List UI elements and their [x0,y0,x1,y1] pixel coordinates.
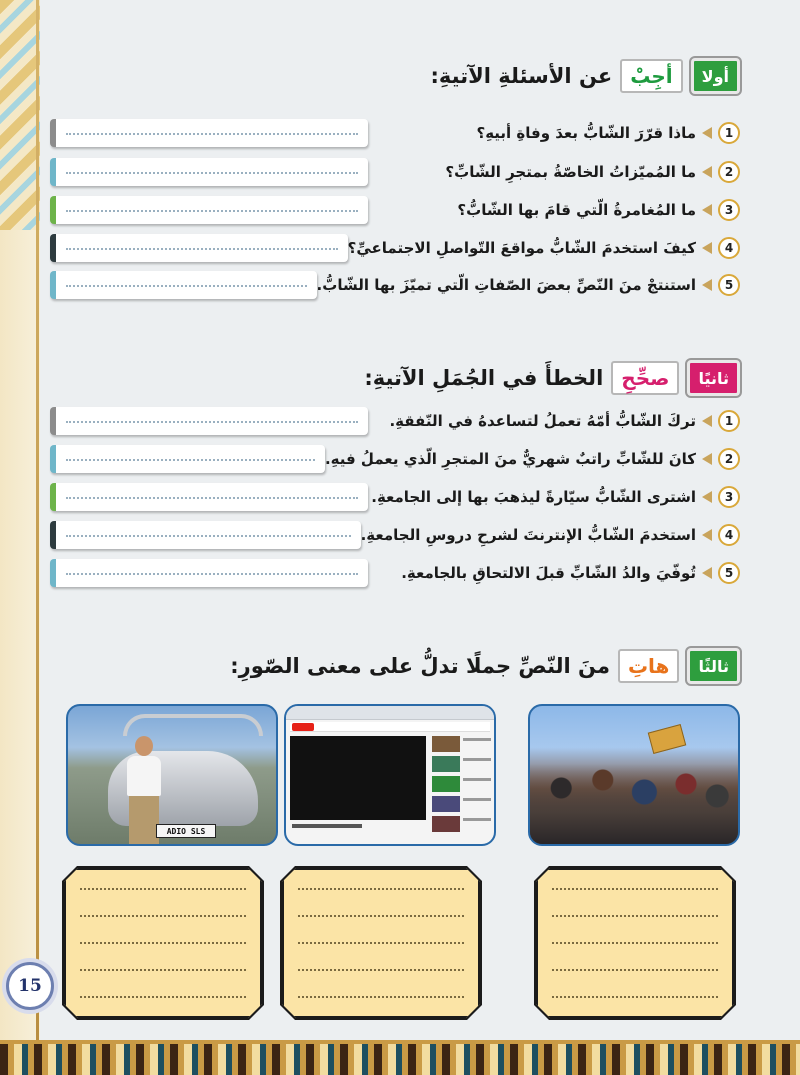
question-number: 4 [718,237,740,259]
section2-tag: صحِّحِ [611,361,679,395]
question-text: اشترى الشّابُّ سيّارةً ليذهبَ بها إلى الجامعةِ. [371,488,696,506]
question-number: 2 [718,448,740,470]
video-player [290,736,426,820]
car-plate: ADIO SLS [156,824,216,838]
question-text: تُوفّيَ والدُ الشّابِّ قبلَ الالتحاقِ بالجامعةِ. [401,564,696,582]
photos-area [50,0,795,1040]
photo-youtube-screen [284,704,496,846]
question-text: استنتجْ منَ النّصِّ بعضَ الصّفاتِ الّتي تميّزَ بها الشّابُّ. [316,276,696,294]
section1-title: عن الأسئلةِ الآتيةِ: [430,64,613,88]
page-number: 15 [6,962,54,1010]
section1-badge: أولا [691,58,740,94]
photo-crowd-aid [528,704,740,846]
question-number: 1 [718,410,740,432]
section1-tag: أجِبْ [620,59,682,93]
bottom-ornamental-border [0,1040,800,1075]
question-number: 5 [718,562,740,584]
section3-tag: هاتِ [618,649,679,683]
question-number: 5 [718,274,740,296]
question-number: 4 [718,524,740,546]
question-text: ما المُغامرةُ الّتي قامَ بها الشّابُّ؟ [457,201,696,219]
left-ornamental-border [0,0,40,1040]
car-gullwing-door [123,714,263,736]
photo-car-man [66,704,278,846]
section2-title: الخطأَ في الجُمَلِ الآتيةِ: [364,366,604,390]
question-number: 3 [718,199,740,221]
question-text: استخدمَ الشّابُّ الإنترنتَ لشرحِ دروسِ الجامعةِ. [360,526,696,544]
crowd-people [530,764,738,844]
question-text: ماذا قرّرَ الشّابُّ بعدَ وفاةِ أبيهِ؟ [476,124,696,142]
page-content [50,0,795,1040]
question-text: كيفَ استخدمَ الشّابُّ مواقعَ التّواصلِ الاجتماعيِّ؟ [347,239,696,257]
youtube-logo-icon [292,723,314,731]
write-box-2[interactable] [282,868,480,1018]
left-gold-line [36,0,39,1040]
question-number: 1 [718,122,740,144]
aid-box [648,724,687,754]
section3-badge: ثالثًا [687,648,740,684]
write-box-1[interactable] [64,868,262,1018]
section3-title: منَ النّصِّ جملًا تدلُّ على معنى الصّورِ: [230,654,610,678]
write-box-3[interactable] [536,868,734,1018]
video-suggestions [432,736,494,836]
question-text: كانَ للشّابِّ راتبٌ شهريٌّ منَ المتجرِ الّذي يعملُ فيهِ. [324,450,696,468]
question-number: 3 [718,486,740,508]
question-text: ما المُميّزاتُ الخاصّةُ بمتجرِ الشّابِّ؟ [445,163,696,181]
question-text: تركَ الشّابُّ أمّهُ تعملُ لتساعدهُ في النّفقةِ. [389,412,696,430]
question-number: 2 [718,161,740,183]
section2-badge: ثانيًا [687,360,740,396]
